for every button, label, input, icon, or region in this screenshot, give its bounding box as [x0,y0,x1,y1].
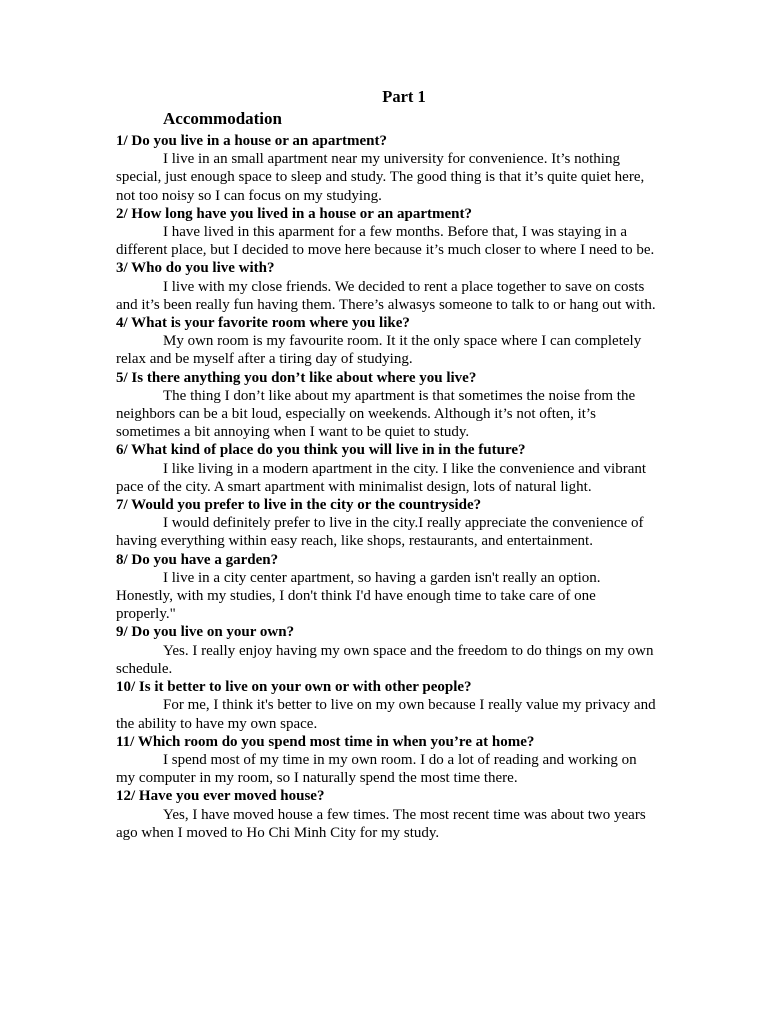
answer: Yes, I have moved house a few times. The most recent time was about two years ago when I moved to Ho Chi Minh City for my study. [116,806,646,841]
answer: I would definitely prefer to live in the city.I really appreciate the convenience of having everything within easy reach, like shops, restaurants, and entertainment. [116,515,644,550]
qa-item-2 [116,205,656,260]
section-title: Accommodation [163,109,282,128]
qa-item-6 [116,441,656,496]
qa-item-5 [116,369,656,442]
qa-item-1 [116,132,656,205]
question: 9/ Do you live on your own? [116,624,295,641]
qa-item-10 [116,678,656,733]
question: 2/ How long have you lived in a house or an apartment? [116,205,473,222]
question: 4/ What is your favorite room where you like? [116,315,410,332]
answer: I have lived in this aparment for a few months. Before that, I was staying in a different place, but I decided to move here because it’s much closer to where I need to be. [116,224,655,259]
question: 7/ Would you prefer to live in the city or the countryside? [116,497,482,514]
qa-item-8 [116,551,656,624]
question: 1/ Do you live in a house or an apartment? [116,133,387,149]
question: 3/ Who do you live with? [116,260,275,277]
answer: My own room is my favourite room. It it the only space where I can completely relax and be myself after a tiring day of studying. [116,333,642,368]
qa-item-4 [116,314,656,369]
qa-item-11 [116,733,656,788]
question: 12/ Have you ever moved house? [116,788,325,805]
answer: For me, I think it's better to live on my own because I really value my privacy and the ability to have my own space. [116,697,656,732]
part-title: Part 1 [382,87,426,106]
qa-item-3 [116,259,656,314]
question: 11/ Which room do you spend most time in when you’re at home? [116,733,535,750]
answer: I live with my close friends. We decided to rent a place together to save on costs and it’s been really fun having them. There’s alwasys someone to talk to or hang out with. [116,278,656,313]
answer: I like living in a modern apartment in the city. I like the convenience and vibrant pace of the city. A smart apartment with minimalist design, lots of natural light. [116,460,647,495]
qa-item-9 [116,623,656,678]
document-page [116,86,656,842]
answer: Yes. I really enjoy having my own space and the freedom to do things on my own schedule. [116,642,654,677]
qa-item-12 [116,787,656,842]
question: 10/ Is it better to live on your own or with other people? [116,679,472,696]
answer: I live in a city center apartment, so having a garden isn't really an option. Honestly, with my studies, I don't think I'd have enough time to take care of one properly." [116,569,601,623]
question: 6/ What kind of place do you think you will live in in the future? [116,442,526,459]
question: 8/ Do you have a garden? [116,551,279,568]
answer: I spend most of my time in my own room. I do a lot of reading and working on my computer in my room, so I naturally spend the most time there. [116,751,637,787]
question: 5/ Is there anything you don’t like about where you live? [116,369,477,386]
answer: The thing I don’t like about my apartment is that sometimes the noise from the neighbors can be a bit loud, especially on weekends. Although it’s not often, it’s sometimes a bit annoying when I want to be quiet to study. [116,387,636,441]
qa-item-7 [116,496,656,551]
answer: I live in an small apartment near my university for convenience. It’s nothing special, just enough space to sleep and study. The good thing is that it’s quite quiet here, not too noisy so I can focus on my studying. [116,151,645,204]
